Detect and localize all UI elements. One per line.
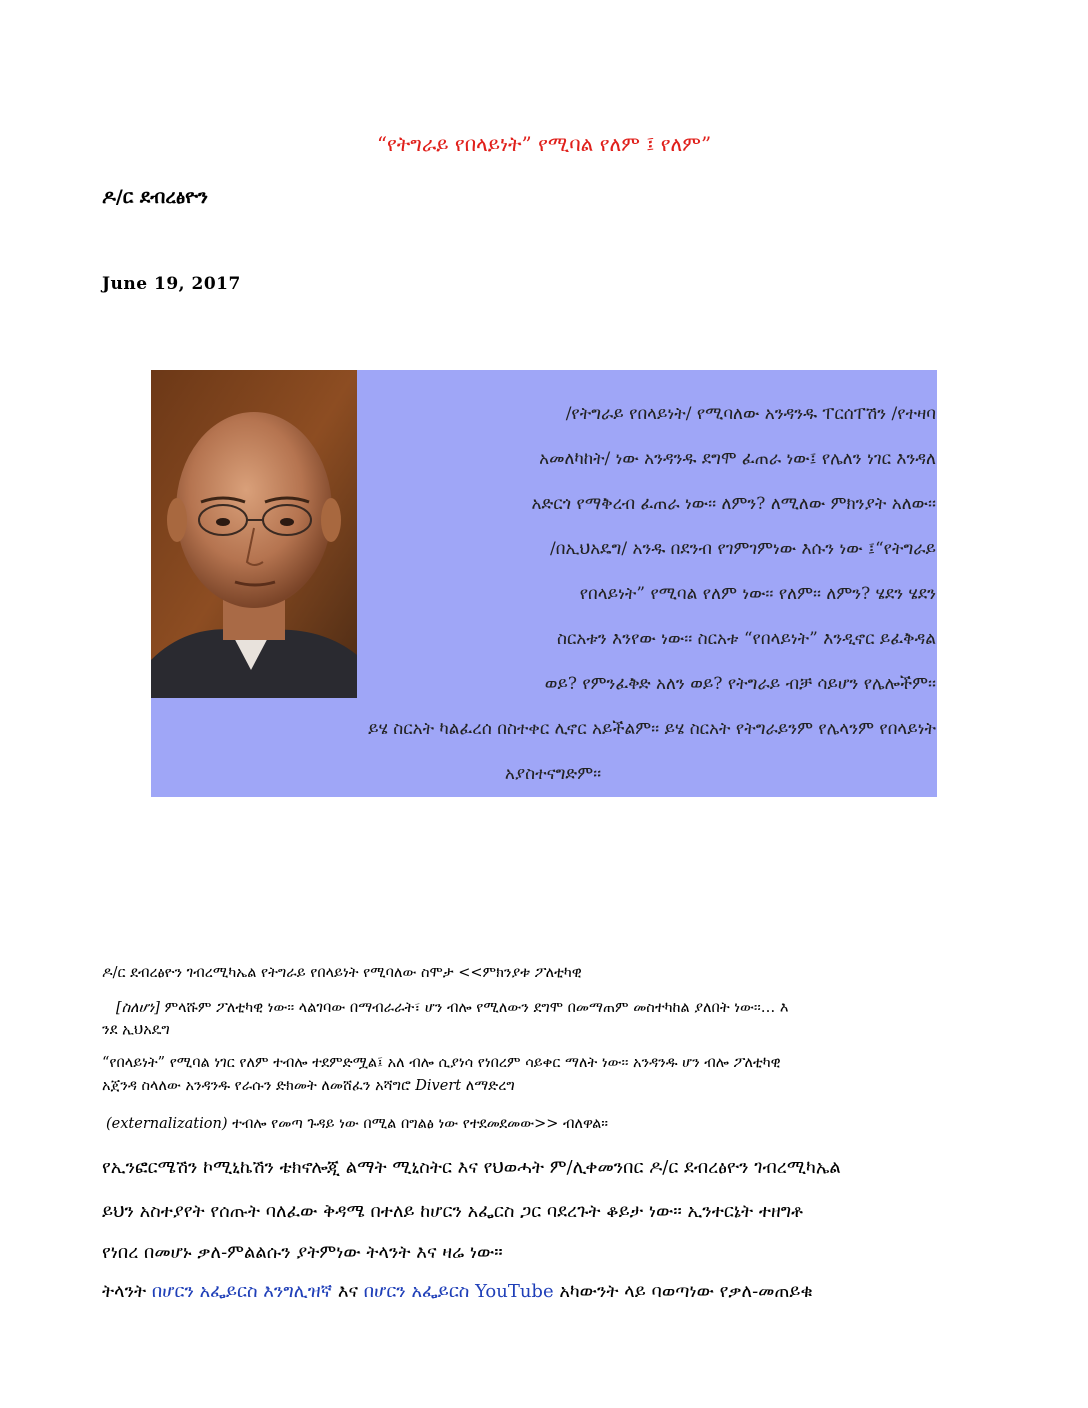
paragraph-line: ይህን አስተያየት የሰጡት ባለፈው ቅዳሜ በተለይ ከሆርን አፌርስ ጋር ባደረጉት ቆይታ ነው፡፡ ኢንተርኔት ተዘግቶ [102,1201,803,1222]
paragraph-italic: Divert [415,1078,462,1094]
paragraph-line: ዶ/ር ደብረፅዮን ገብረሚካኤል የትግራይ የበላይነት የሚባለው ስሞታ <<ምክንያቱ ፖለቲካዊ [102,965,582,981]
article-title: “የትግራይ የበላይነት” የሚባል የለም ፤ የለም” [376,132,712,156]
paragraph-text: አካውንት ላይ ባወጣነው የቃለ-መጠይቁ [553,1281,813,1302]
paragraph-line: የነበረ በመሆኑ ቃለ-ምልልሱን ያትምነው ትላንት እና ዛሬ ነው። [102,1242,503,1263]
paragraph-text: ምላሹም ፖለቲካዊ ነው፡፡ ላልገባው በማብራራት፣ ሆን ብሎ የሚለውን ደግሞ በመማጠም መስተካከል ያለበት ነው፡፡… እ [159,1000,789,1016]
paragraph-text: ትላንት [102,1281,152,1302]
quote-line: /የትግራይ የበላይነት/ የሚባለው አንዳንዱ ፐርሰፐሽን /የተዛባ [565,404,936,424]
quote-line: ስርአቱን እንየው ነው፡፡ ስርአቱ “የበላይነት” እንዲኖር ይፈቅዳል [557,629,936,649]
quote-line: ይሄ ስርአት ካልፈረሰ በስተቀር ሊኖር አይችልም፡፡ ይሄ ስርአት የትግራይንም የሌላንም የበላይነት [368,719,936,739]
paragraph-text: አጀንዳ ስላለው አንዳንዱ የራሱን ድክመት ለመሸፈን አሻግሮ [102,1078,416,1094]
paragraph-text: ተብሎ የመጣ ጉዳይ ነው በሚል በግልፅ ነው የተደመደመው>> ብለዋል። [227,1116,609,1132]
paragraph-line [102,1076,515,1098]
quote-line: የበላይነት” የሚባል የለም ነው፡፡ የለም፡፡ ለምን? ሄደን ሄደን [579,584,936,604]
paragraph-line: ንደ ኢህአዴግ [102,1022,170,1038]
paragraph-italic: [ስለሆነ] [116,1000,160,1016]
paragraph-line [116,998,789,1020]
article-date: June 19, 2017 [102,274,241,294]
author-name: ዶ/ር ደብረፅዮን [102,186,208,208]
paragraph-italic: (externalization) [106,1116,228,1132]
quote-line: /በኢህአዴግ/ አንዱ በደንብ የገምገምነው እሱን ነው ፤“የትግራይ [550,539,936,559]
horn-affairs-english-link[interactable]: በሆርን አፌይርስ እንግሊዝኛ [151,1281,333,1302]
paragraph-line: “የበላይነት” የሚባል ነገር የለም ተብሎ ተደምድሟል፤ አለ ብሎ ሲያነሳ የነበረም ሳይቀር ማለት ነው፡፡ አንዳንዱ ሆን ብሎ ፖለቲካዊ [102,1055,781,1071]
paragraph-line: የኢንፎርሜሽን ኮሚኒኬሽን ቴክኖሎጂ ልማት ሚኒስትር እና የህወሓት ም/ሊቀመንበር ዶ/ር ደብረፅዮን ገብረሚካኤል [102,1157,841,1178]
paragraph-text: ለማድረግ [461,1078,515,1094]
quote-line: አድርጎ የማቅረብ ፈጠራ ነው፡፡ ለምን? ለሚለው ምክንያት አለው፡፡ [531,494,936,514]
quote-line: አመለካከት/ ነው አንዳንዱ ደግሞ ፈጠራ ነው፤ የሌለን ነገር እንዳለ [539,449,936,469]
paragraph-line [106,1114,608,1136]
paragraph-links [102,1281,992,1302]
quote-line: ወይ? የምንፈቅድ አለን ወይ? የትግራይ ብቻ ሳይሆን የሌሎችም፡፡ [544,674,936,694]
quote-line: አያስተናግድም፡፡ [504,764,602,784]
paragraph-text: እና [332,1281,364,1302]
portrait-illustration [151,370,357,698]
horn-affairs-youtube-link[interactable]: በሆርን አፌይርስ YouTube [363,1281,554,1302]
portrait-photo [151,370,357,698]
